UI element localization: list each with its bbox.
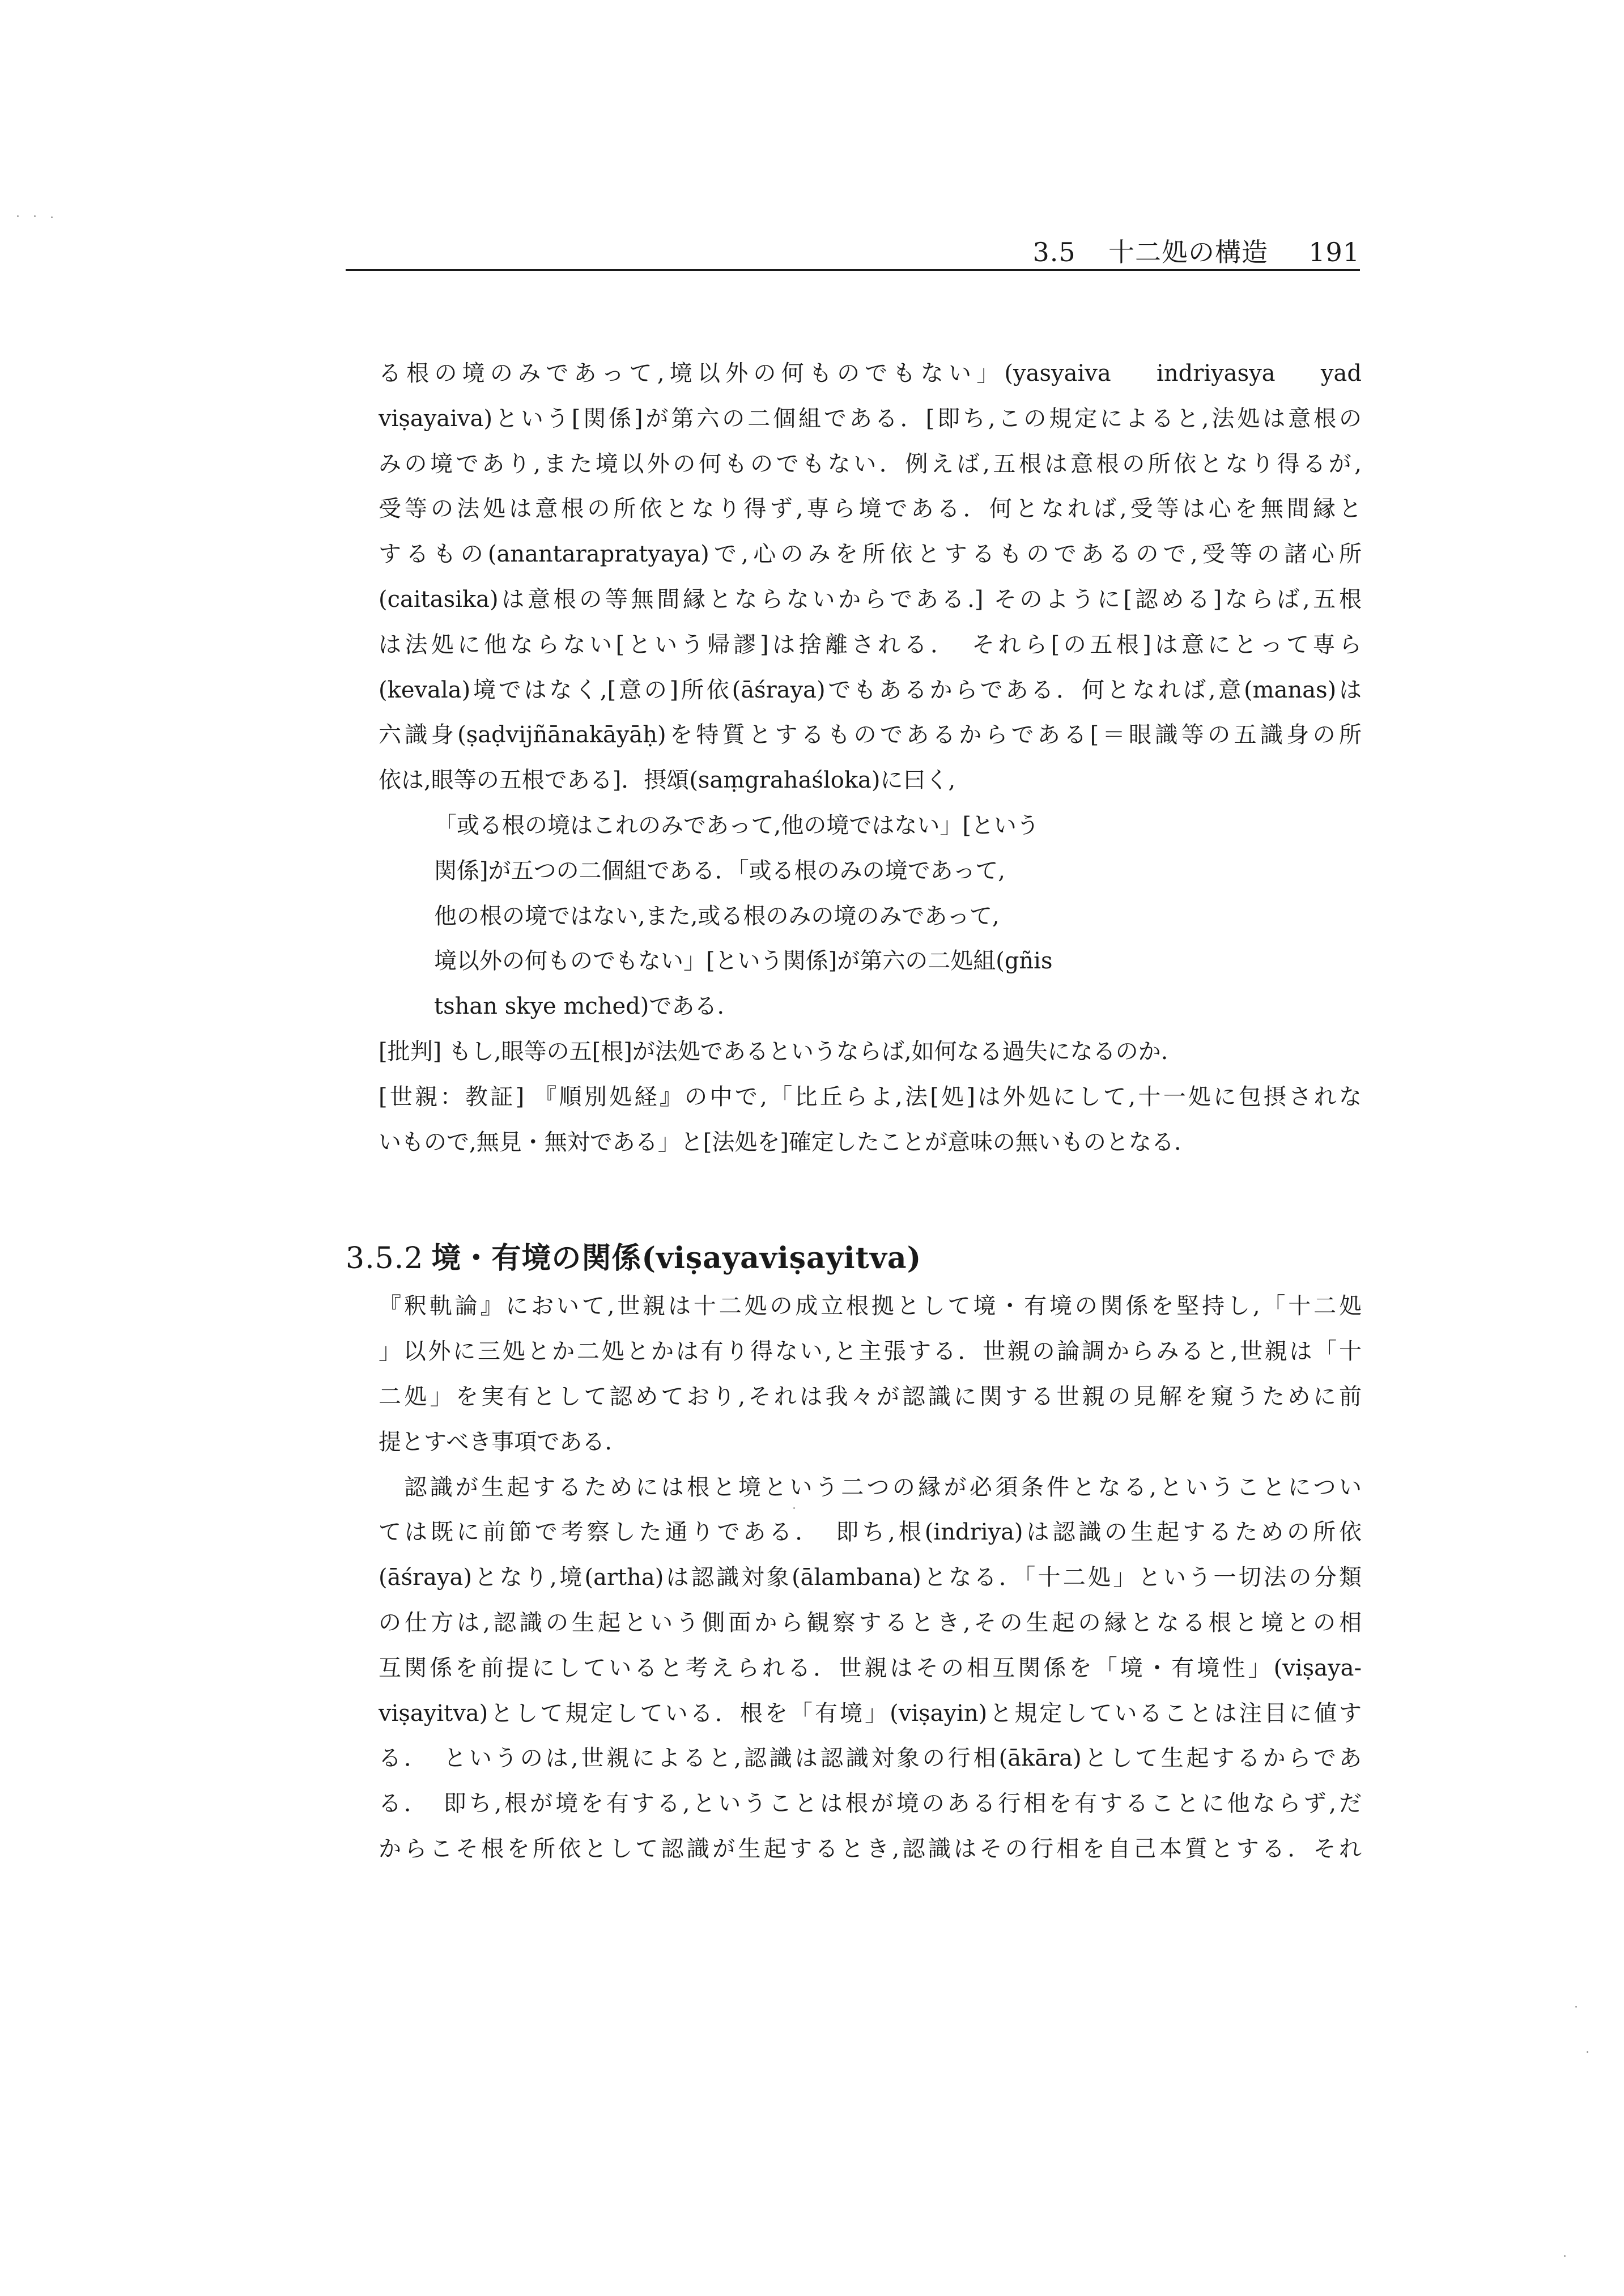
text-line: 」以外に三処とか二処とかは有り得ない,と主張する．世親の論調からみると,世親は「十 [379,1338,1362,1365]
text-line: するもの(anantarapratyaya)で,心のみを所依とするものであるので,受等の諸心所 [379,541,1362,568]
header-rule [346,269,1360,271]
section-heading [346,1233,1329,1284]
section-paragraph-1 [379,1284,1362,1465]
text-line: [批判] もし,眼等の五[根]が法処であるというならば,如何なる過失になるのか. [379,1038,1168,1065]
scan-speck [1575,2006,1577,2008]
quote-line: 「或る根の境はこれのみであって,他の境ではない」[という [434,812,1039,839]
quote-line: 関係]が五つの二個組である．「或る根のみの境であって, [434,857,1005,884]
text-line: みの境であり,また境以外の何ものでもない．例えば,五根は意根の所依となり得るが, [379,450,1362,477]
scan-speck [51,216,53,218]
text-line: る． 即ち,根が境を有する,ということは根が境のある行相を有することに他ならず,だ [379,1791,1362,1817]
text-line: 二処」を実有として認めており,それは我々が認識に関する世親の見解を窺うために前 [379,1383,1362,1410]
text-line: 互関係を前提にしていると考えられる．世親はその相互関係を「境・有境性」(viṣaya- [379,1655,1362,1681]
text-line: の仕方は,認識の生起という側面から観察するとき,その生起の縁となる根と境との相 [379,1609,1362,1636]
body-text [346,351,1362,1872]
text-line: viṣayitva)として規定している．根を「有境」(viṣayin)と規定していることは注目に値す [379,1700,1362,1727]
text-line: (caitasika)は意根の等無間縁とならないからである.] そのように[認める]ならば,五根 [379,586,1362,613]
header-section-number: 3.5 [1032,237,1076,267]
text-line: 認識が生起するためには根と境という二つの縁が必須条件となる,ということについ [379,1474,1362,1500]
quote-line: 他の根の境ではない,また,或る根のみの境のみであって, [434,903,1000,929]
text-line: 受等の法処は意根の所依となり得ず,専ら境である．何となれば,受等は心を無間縁と [379,496,1362,522]
verse-quote [379,803,1362,1030]
scan-speck [1587,2051,1588,2053]
quote-line: 境以外の何ものでもない」[という関係]が第六の二処組(gñis [434,948,1053,975]
quote-line: tshan skye mched)である. [434,993,725,1020]
scan-speck [17,215,19,217]
text-line: 提とすべき事項である. [379,1428,612,1455]
text-line: は法処に他ならない[という帰謬]は捨離される． それら[の五根]は意にとって専ら [379,631,1362,658]
text-line: からこそ根を所依として認識が生起するとき,認識はその行相を自己本質とする．それ [379,1835,1362,1862]
text-line: (āśraya)となり,境(artha)は認識対象(ālambana)となる．「十二処」という一切法の分類 [379,1564,1362,1591]
text-line: 六識身(ṣaḍvijñānakāyāḥ)を特質とするものであるからである[＝眼識等の五識身の所 [379,722,1362,749]
scan-speck [34,215,36,217]
page-number: 191 [1308,237,1360,267]
header-section-title: 十二処の構造 [1108,237,1268,267]
running-header [346,235,1360,269]
scan-speck [1564,2255,1566,2257]
text-line: いもので,無見・無対である」と[法処を]確定したことが意味の無いものとなる. [379,1129,1181,1155]
text-line: viṣayaiva)という[関係]が第六の二個組である．[即ち,この規定によると,法処は意根の [379,405,1362,432]
paragraph-block-2 [379,1030,1362,1165]
text-line: る． というのは,世親によると,認識は認識対象の行相(ākāra)として生起するからであ [379,1745,1362,1772]
section-number: 3.5.2 [346,1241,424,1276]
text-line: る根の境のみであって,境以外の何ものでもない」(yasyaiva indriyasya yad [379,360,1362,386]
scan-speck [793,1507,795,1509]
section-paragraph-2 [379,1465,1362,1872]
text-line: 『釈軌論』において,世親は十二処の成立根拠として境・有境の関係を堅持し,「十二処 [379,1293,1362,1320]
section-title: 境・有境の関係(viṣayaviṣayitva) [431,1241,922,1276]
text-line: 依は,眼等の五根である]．摂頌(saṃgrahaśloka)に曰く, [379,767,956,794]
text-line: ては既に前節で考察した通りである． 即ち,根(indriya)は認識の生起するための所依 [379,1519,1362,1546]
text-line: [世親：教証] 『順別処経』の中で,「比丘らよ,法[処]は外処にして,十一処に包摂されな [379,1083,1362,1110]
paragraph-block-1 [379,351,1362,803]
section-spacer [379,1165,1362,1233]
text-line: (kevala)境ではなく,[意の]所依(āśraya)でもあるからである．何となれば,意(manas)は [379,677,1362,703]
